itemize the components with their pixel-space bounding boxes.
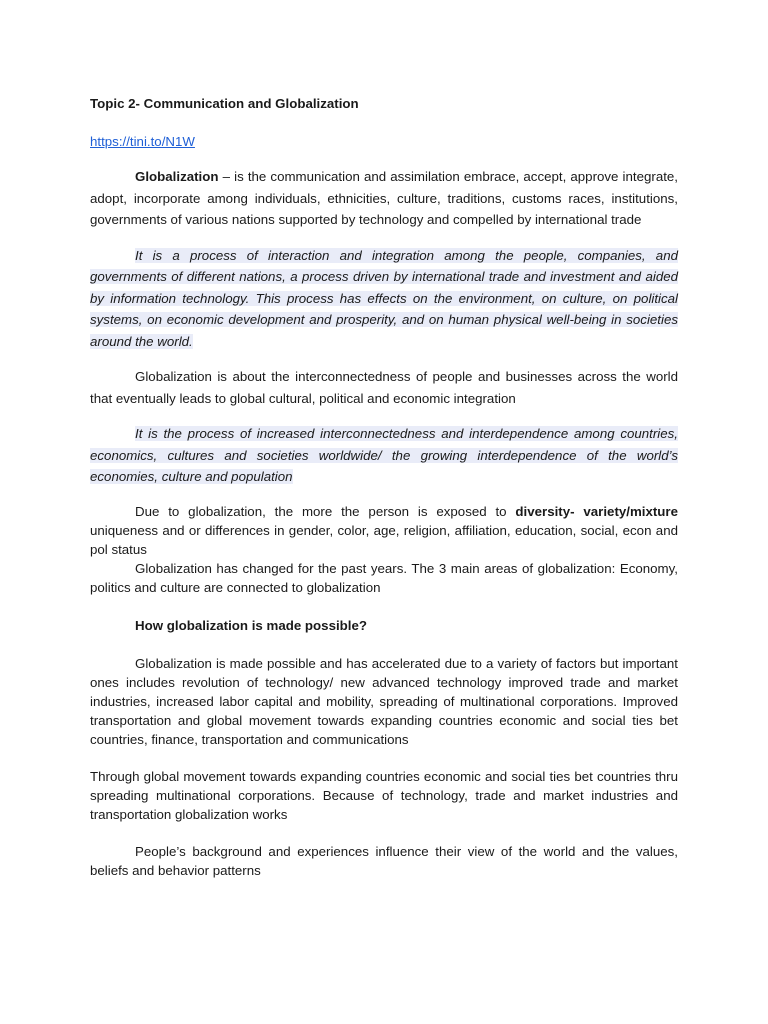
interconnectedness-paragraph: Globalization is about the interconnectedness of people and businesses across the world that eventually leads to global cultural, political and economic integration [90,369,678,406]
highlighted-quote-1 [90,245,678,353]
diversity-paragraph [90,502,678,559]
background-paragraph: People’s background and experiences influence their view of the world and the values, beliefs and behavior patterns [90,844,678,878]
diversity-rest: uniqueness and or differences in gender, color, age, religion, affiliation, education, social, econ and pol status [90,522,678,557]
document-page [90,93,678,880]
section-heading: How globalization is made possible? [135,617,367,633]
main-areas-paragraph: Globalization has changed for the past years. The 3 main areas of globalization: Economy, politics and culture are connected to globalization [90,560,678,595]
diversity-lead: Due to globalization, the more the person is exposed to [135,503,516,519]
quote-2-text: It is the process of increased interconnectedness and interdependence among countries, economics, cultures and societies worldwide/ the growing interdependence of the world’s economies, culture and population [90,426,678,484]
definition-term: Globalization [135,169,219,184]
definition-text: – is the communication and assimilation embrace, accept, approve integrate, adopt, incorporate among individuals, ethnicities, culture, traditions, customs races, institutions, governments of various nations supported by technology and compelled by international trade [90,169,678,227]
quote-1-text: It is a process of interaction and integration among the people, companies, and governments of different nations, a process driven by international trade and investment and aided by information technology. This process has effects on the environment, on culture, on political systems, on economic development and prosperity, and on human physical well-being in societies around the world. [90,247,678,349]
source-link[interactable]: https://tini.to/N1W [90,133,195,149]
document-title: Topic 2- Communication and Globalization [90,96,359,111]
factors-paragraph: Globalization is made possible and has accelerated due to a variety of factors but important ones includes revolution of technology/ new advanced technology improved trade and market industries, increased labor capital and mobility, spreading of multinational corporations. Improved transportation and global movement towards expanding countries economic and social ties bet countries, finance, transportation and communications [90,656,678,747]
global-movement-paragraph: Through global movement towards expanding countries economic and social ties bet countries thru spreading multinational corporations. Because of technology, trade and market industries and transportation globalization works [90,769,678,822]
diversity-term: diversity- variety/mixture [515,503,678,519]
definition-paragraph [90,166,678,231]
highlighted-quote-2 [90,423,678,488]
